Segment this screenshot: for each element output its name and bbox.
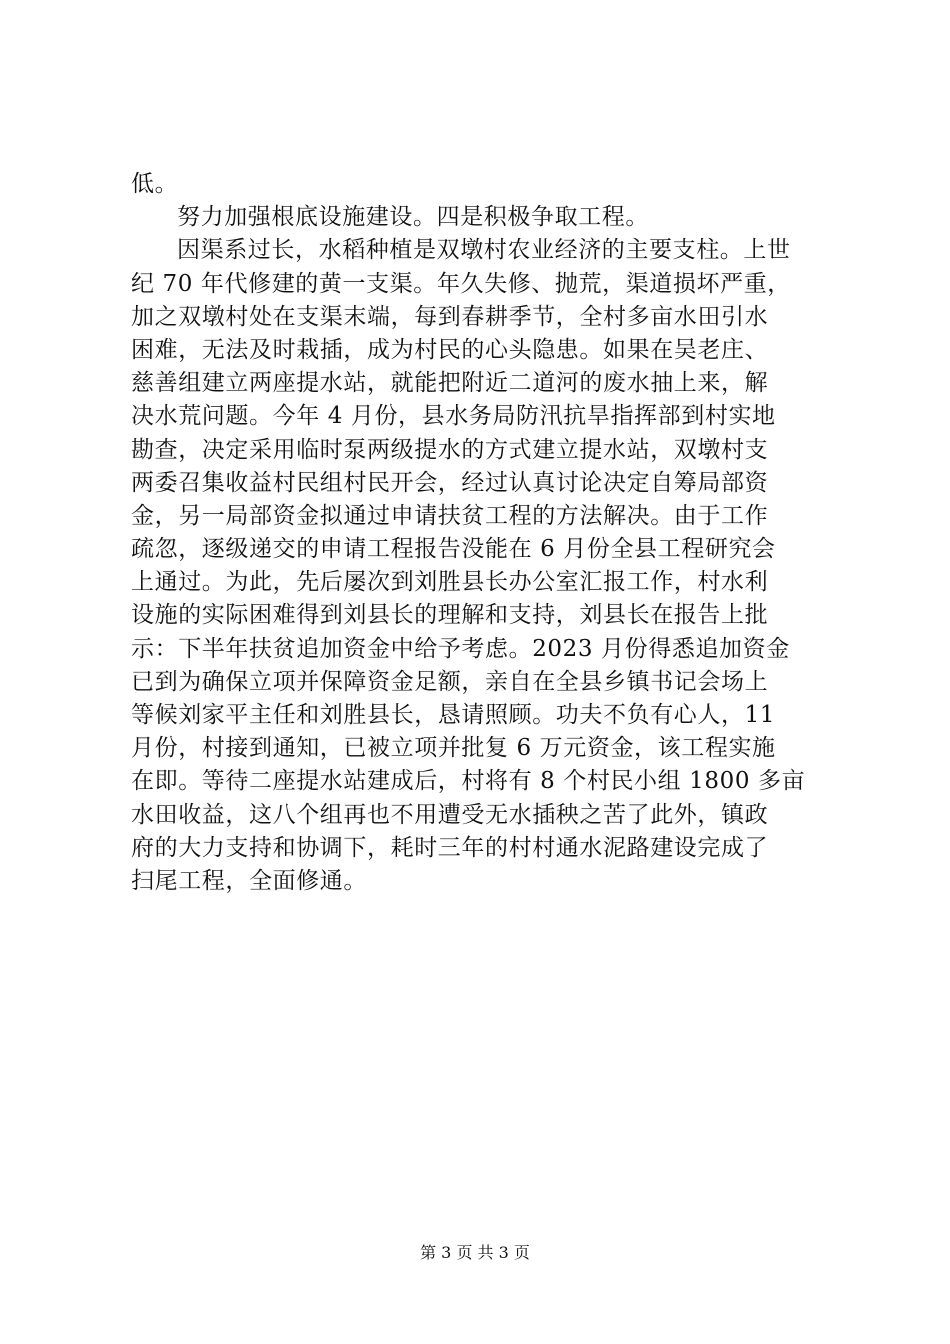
text-line: 勘查，决定采用临时泵两级提水的方式建立提水站，双墩村支 — [131, 436, 769, 463]
text-line: 扫尾工程，全面修通。 — [131, 867, 367, 894]
text-line: 水田收益，这八个组再也不用遭受无水插秧之苦了此外，镇政 — [131, 801, 769, 828]
text-line: 已到为确保立项并保障资金足额，亲自在全县乡镇书记会场上 — [131, 668, 769, 695]
text-line: 努力加强根底设施建设。四是积极争取工程。 — [177, 204, 649, 231]
text-line: 两委召集收益村民组村民开会，经过认真讨论决定自筹局部资 — [131, 469, 769, 496]
text-line: 决水荒问题。今年 4 月份，县水务局防汛抗旱指挥部到村实地 — [131, 403, 776, 430]
text-line: 府的大力支持和协调下，耗时三年的村村通水泥路建设完成了 — [131, 834, 769, 861]
text-line: 低。 — [131, 171, 179, 197]
text-line: 设施的实际困难得到刘县长的理解和支持，刘县长在报告上批 — [131, 602, 769, 629]
body-text — [131, 168, 831, 898]
text-line: 等候刘家平主任和刘胜县长，恳请照顾。功夫不负有心人，11 — [131, 702, 776, 728]
text-line: 纪 70 年代修建的黄一支渠。年久失修、抛荒，渠道损坏严重， — [131, 270, 791, 297]
text-line: 示：下半年扶贫追加资金中给予考虑。2023 月份得悉追加资金 — [131, 635, 790, 662]
text-line: 疏忽，逐级递交的申请工程报告没能在 6 月份全县工程研究会 — [131, 536, 776, 563]
text-line: 困难，无法及时栽插，成为村民的心头隐患。如果在吴老庄、 — [131, 336, 769, 363]
text-line: 加之双墩村处在支渠末端，每到春耕季节，全村多亩水田引水 — [131, 303, 769, 330]
text-line: 在即。等待二座提水站建成后，村将有 8 个村民小组 1800 多亩 — [131, 768, 806, 795]
text-line: 因渠系过长，水稻种植是双墩村农业经济的主要支柱。上世 — [177, 237, 791, 264]
text-line: 月份，村接到通知，已被立项并批复 6 万元资金，该工程实施 — [131, 735, 776, 762]
text-line: 金，另一局部资金拟通过申请扶贫工程的方法解决。由于工作 — [131, 502, 769, 529]
page-footer: 第 3 页 共 3 页 — [420, 1243, 530, 1262]
text-line: 慈善组建立两座提水站，就能把附近二道河的废水抽上来，解 — [131, 370, 769, 397]
text-line: 上通过。为此，先后屡次到刘胜县长办公室汇报工作，村水利 — [131, 569, 769, 596]
